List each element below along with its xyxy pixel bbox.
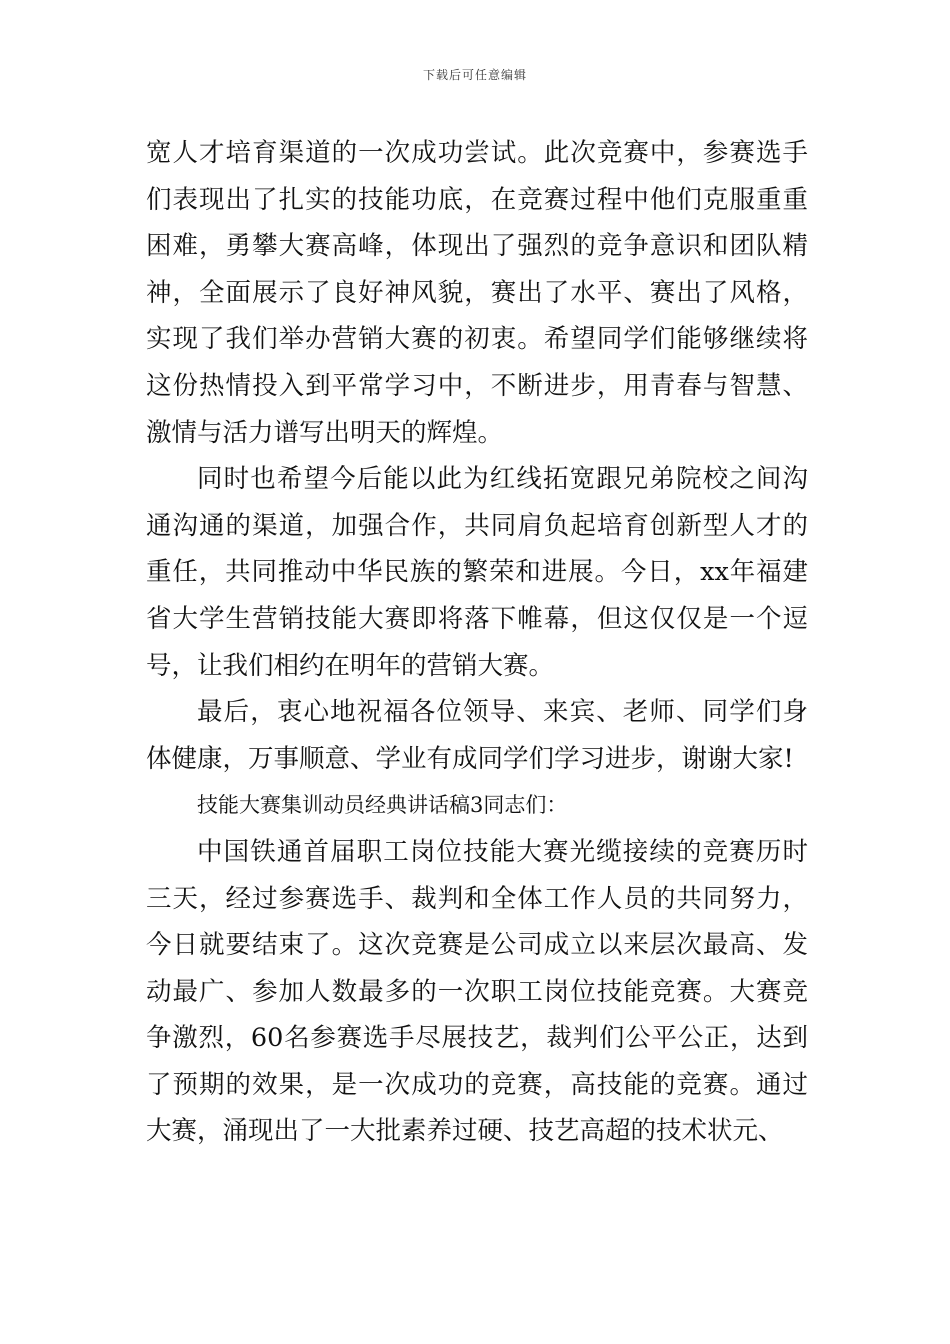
paragraph-3: 最后，衷心地祝福各位领导、来宾、老师、同学们身体健康，万事顺意、学业有成同学们学习进步，谢谢大家! (146, 697, 808, 774)
paragraph-1: 宽人才培育渠道的一次成功尝试。此次竞赛中，参赛选手们表现出了扎实的技能功底，在竞赛过程中他们克服重重困难，勇攀大赛高峰，体现出了强烈的竞争意识和团队精神，全面展示了良好神风貌，赛出了水平、赛出了风格，实现了我们举办营销大赛的初衷。希望同学们能够继续将这份热情投入到平常学习中，不断进步，用青春与智慧、激情与活力谱写出明天的辉煌。 (146, 138, 808, 448)
document-body (146, 130, 808, 1155)
paragraph-2: 同时也希望今后能以此为红线拓宽跟兄弟院校之间沟通沟通的渠道，加强合作，共同肩负起培育创新型人才的重任，共同推动中华民族的繁荣和进展。今日，xx年福建省大学生营销技能大赛即将落下帷幕，但这仅仅是一个逗号，让我们相约在明年的营销大赛。 (146, 464, 808, 681)
page-header: 下载后可任意编辑 (422, 68, 527, 82)
speech-title-line: 技能大赛集训动员经典讲话稿3同志们： (197, 793, 568, 818)
paragraph-4: 中国铁通首届职工岗位技能大赛光缆接续的竞赛历时三天，经过参赛选手、裁判和全体工作人员的共同努力，今日就要结束了。这次竞赛是公司成立以来层次最高、发动最广、参加人数最多的一次职工岗位技能竞赛。大赛竞争激烈，60名参赛选手尽展技艺，裁判们公平公正，达到了预期的效果，是一次成功的竞赛，高技能的竞赛。通过大赛，涌现出了一大批素养过硬、技艺高超的技术状元、 (146, 836, 808, 1147)
